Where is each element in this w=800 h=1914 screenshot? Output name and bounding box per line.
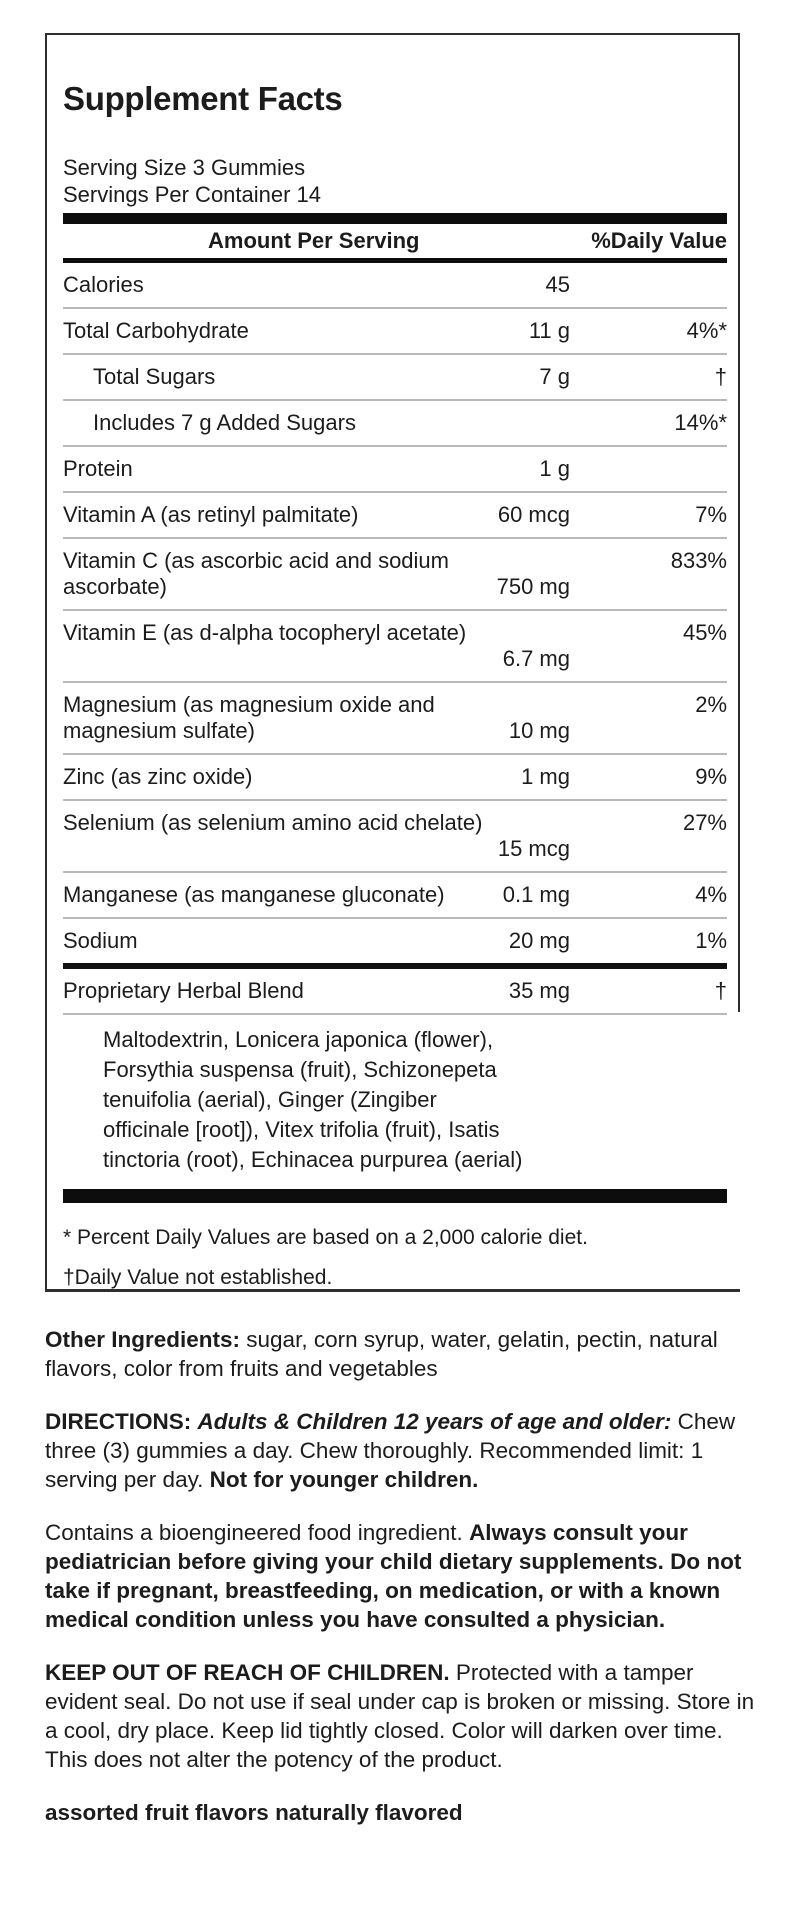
nutrient-amount: 1 mg — [521, 764, 570, 789]
nutrient-amount: 7 g — [539, 364, 570, 389]
divider-heavy-bottom — [63, 1189, 727, 1203]
nutrient-row — [63, 609, 727, 681]
nutrient-amount: 10 mg — [508, 718, 570, 743]
footnote-dv-not-established: †Daily Value not established. — [63, 1266, 333, 1289]
nutrient-amount: 0.1 mg — [502, 882, 570, 907]
nutrient-name: Total Sugars — [93, 364, 216, 389]
herbal-blend-line: tinctoria (root), Echinacea purpurea (aerial) — [103, 1147, 523, 1172]
nutrient-row — [63, 445, 727, 491]
nutrient-name: Protein — [63, 456, 133, 481]
herbal-blend-line: officinale [root]), Vitex trifolia (fruit), Isatis — [103, 1117, 500, 1142]
nutrient-daily-value: 2% — [695, 692, 727, 717]
directions-text: Not for younger children. — [209, 1467, 479, 1492]
column-headers — [63, 224, 727, 258]
herbal-blend-line: Maltodextrin, Lonicera japonica (flower), — [103, 1027, 494, 1052]
nutrient-row — [63, 917, 727, 963]
nutrient-daily-value: † — [714, 978, 727, 1003]
nutrient-name: Total Carbohydrate — [63, 318, 249, 343]
nutrient-amount: 750 mg — [496, 574, 570, 599]
column-header-amount: Amount Per Serving — [208, 228, 420, 253]
supplement-facts-panel — [45, 33, 740, 1292]
other-ingredients-text: sugar, corn syrup, water, gelatin, pectin, natural flavors, color from fruits and vegetables — [45, 1327, 718, 1381]
other-ingredients-text: Other Ingredients: — [45, 1327, 247, 1352]
nutrient-row — [63, 537, 727, 609]
nutrient-row — [63, 353, 727, 399]
keep-out-of-reach-text: KEEP OUT OF REACH OF CHILDREN. — [45, 1660, 456, 1685]
nutrient-row — [63, 753, 727, 799]
nutrient-amount: 15 mcg — [497, 836, 570, 861]
nutrient-name: Calories — [63, 272, 144, 297]
other-ingredients — [45, 1325, 757, 1383]
nutrient-amount: 6.7 mg — [502, 646, 570, 671]
nutrient-daily-value: 7% — [695, 502, 727, 527]
nutrient-name: Includes 7 g Added Sugars — [93, 410, 356, 435]
nutrient-daily-value: 4% — [695, 882, 727, 907]
nutrient-daily-value: 4%* — [686, 318, 727, 343]
nutrient-amount: 35 mg — [508, 978, 570, 1003]
bioengineered-warning — [45, 1518, 757, 1634]
herbal-blend-line: tenuifolia (aerial), Ginger (Zingiber — [103, 1087, 437, 1112]
panel-right-border — [738, 35, 740, 1012]
directions — [45, 1407, 757, 1494]
keep-out-of-reach-text: Protected with a tamper evident seal. Do not use if seal under cap is broken or missing. Store in a cool, dry place. Keep lid tightly closed. Color will darken over time. This does not alter the potency of the product. — [45, 1660, 755, 1772]
nutrient-amount: 60 mcg — [497, 502, 570, 527]
column-header-daily-value: %Daily Value — [591, 228, 727, 253]
herbal-blend-line: Forsythia suspensa (fruit), Schizonepeta — [103, 1057, 497, 1082]
bioengineered-warning-text: Always consult your pediatrician before giving your child dietary supplements. Do not take if pregnant, breastfeeding, on medication, or with a known medical condition unless you have consulted a physician. — [45, 1520, 742, 1632]
nutrient-daily-value: 833% — [670, 548, 727, 573]
directions-text: Chew three (3) gummies a day. Chew thoroughly. Recommended limit: 1 serving per day. — [45, 1409, 736, 1492]
nutrient-daily-value: 9% — [695, 764, 727, 789]
nutrient-name: Magnesium (as magnesium oxide and magnesium sulfate) — [63, 692, 435, 743]
nutrient-name: Vitamin C (as ascorbic acid and sodium ascorbate) — [63, 548, 449, 599]
flavor-note — [45, 1798, 757, 1827]
bioengineered-warning-text: Contains a bioengineered food ingredient. — [45, 1520, 470, 1545]
info-sections — [45, 1325, 757, 1851]
nutrient-daily-value: 14%* — [674, 410, 727, 435]
panel-title: Supplement Facts — [63, 80, 343, 117]
nutrient-row — [63, 681, 727, 753]
nutrient-name: Vitamin A (as retinyl palmitate) — [63, 502, 359, 527]
nutrient-row — [63, 307, 727, 353]
nutrient-name: Sodium — [63, 928, 138, 953]
footnote-daily-values: * Percent Daily Values are based on a 2,000 calorie diet. — [63, 1226, 588, 1249]
nutrient-daily-value: † — [714, 364, 727, 389]
nutrient-row — [63, 799, 727, 871]
nutrient-daily-value: 45% — [682, 620, 727, 645]
nutrient-row — [63, 399, 727, 445]
nutrient-amount: 1 g — [539, 456, 570, 481]
flavor-note-text: assorted fruit flavors naturally flavored — [45, 1800, 463, 1825]
nutrient-amount: 11 g — [528, 318, 570, 343]
nutrient-name: Manganese (as manganese gluconate) — [63, 882, 445, 907]
keep-out-of-reach — [45, 1658, 757, 1774]
directions-text: DIRECTIONS: — [45, 1409, 198, 1434]
nutrient-row — [63, 963, 727, 1013]
nutrient-name: Selenium (as selenium amino acid chelate) — [63, 810, 483, 835]
nutrient-daily-value: 1% — [695, 928, 727, 953]
nutrient-name: Vitamin E (as d-alpha tocopheryl acetate) — [63, 620, 467, 645]
nutrient-name: Zinc (as zinc oxide) — [63, 764, 253, 789]
nutrient-amount: 20 mg — [508, 928, 570, 953]
divider-heavy-top — [63, 213, 727, 224]
nutrient-row — [63, 263, 727, 307]
nutrient-row — [63, 871, 727, 917]
nutrient-rows — [63, 263, 727, 1013]
nutrient-daily-value: 27% — [682, 810, 727, 835]
herbal-blend-ingredients — [63, 1013, 727, 1175]
nutrient-row — [63, 491, 727, 537]
nutrient-amount: 45 — [545, 272, 570, 297]
serving-size: Serving Size 3 Gummies — [63, 155, 306, 180]
nutrient-name: Proprietary Herbal Blend — [63, 978, 304, 1003]
footnotes — [63, 1225, 727, 1291]
servings-per-container: Servings Per Container 14 — [63, 182, 322, 207]
directions-text: Adults & Children 12 years of age and older: — [197, 1409, 678, 1434]
